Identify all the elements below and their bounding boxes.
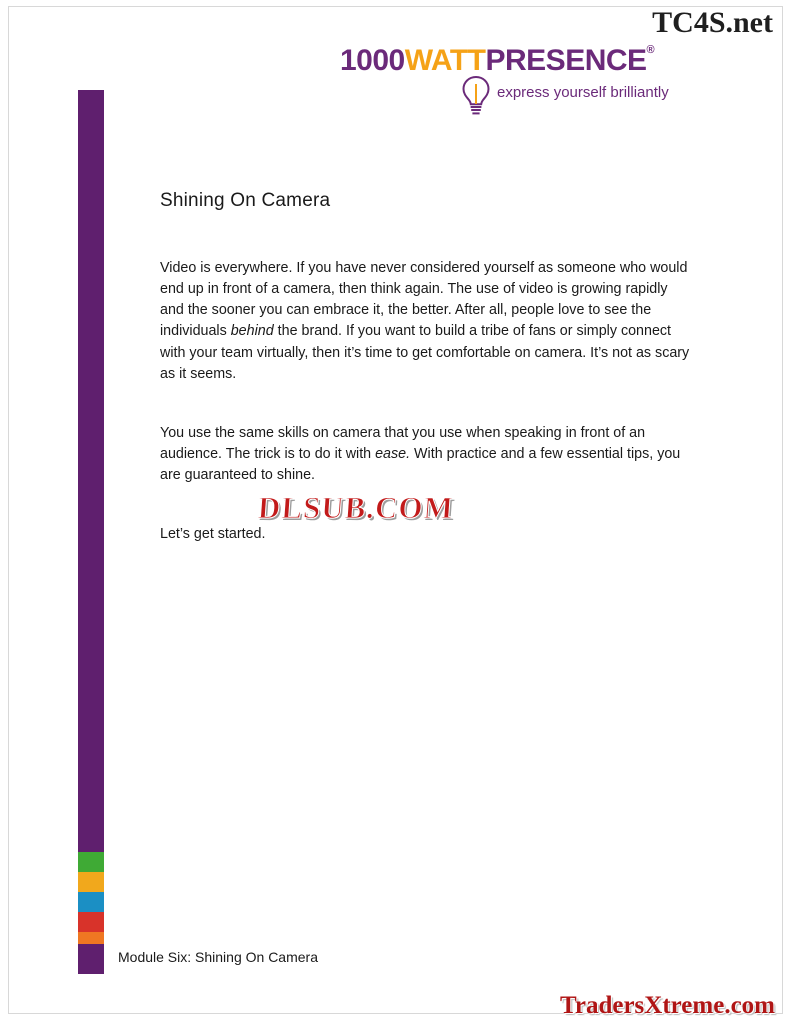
sidebar-segment-blue: [78, 892, 104, 912]
paragraph-2-part-2: With practice and a few essential tips, you are guaranteed to shine.: [160, 446, 681, 484]
paragraph-3: Let’s get started.: [160, 526, 266, 543]
footer-module-label: Module Six: Shining On Camera: [118, 949, 318, 965]
paragraph-1-part-1: Video is everywhere. If you have never considered yourself as someone who would end up in front of a camera, then think again. The use of video is growing rapidly and the sooner you can embrace it, the better. After all, people love to see the individuals: [160, 260, 688, 340]
page-title: Shining On Camera: [160, 190, 331, 211]
logo-text-1000: 1000: [340, 44, 405, 77]
sidebar-segment-purple: [78, 90, 104, 852]
paragraph-1-emphasis: behind: [230, 323, 274, 340]
paragraph-2: [160, 423, 692, 486]
color-sidebar: [78, 90, 104, 974]
logo-wordmark: [340, 44, 654, 78]
logo-text-watt: WATT: [404, 44, 486, 77]
logo-text-presence: PRESENCE: [485, 44, 647, 77]
watermark-tradersxtreme: TradersXtreme.com: [560, 992, 775, 1019]
paragraph-2-emphasis: ease.: [375, 446, 411, 463]
paragraph-1-part-2: the brand. If you want to build a tribe of fans or simply connect with your team virtually, then it’s time to get comfortable on camera. It’s not as scary as it seems.: [160, 323, 690, 382]
sidebar-segment-green: [78, 852, 104, 872]
watermark-tc4s: TC4S.net: [652, 6, 773, 39]
logo-tagline: express yourself brilliantly: [497, 84, 669, 101]
sidebar-segment-yellow: [78, 872, 104, 892]
paragraph-2-part-1: You use the same skills on camera that you use when speaking in front of an audience. The trick is to do it with: [160, 424, 646, 463]
sidebar-segment-orange: [78, 932, 104, 944]
brand-logo: [340, 44, 720, 114]
lightbulb-icon: [458, 74, 494, 118]
paragraph-1: [160, 258, 692, 385]
sidebar-segment-purple-bottom: [78, 944, 104, 974]
registered-mark: ®: [646, 44, 655, 56]
watermark-dlsub: DLSUB.COM: [256, 490, 456, 525]
sidebar-segment-red: [78, 912, 104, 932]
